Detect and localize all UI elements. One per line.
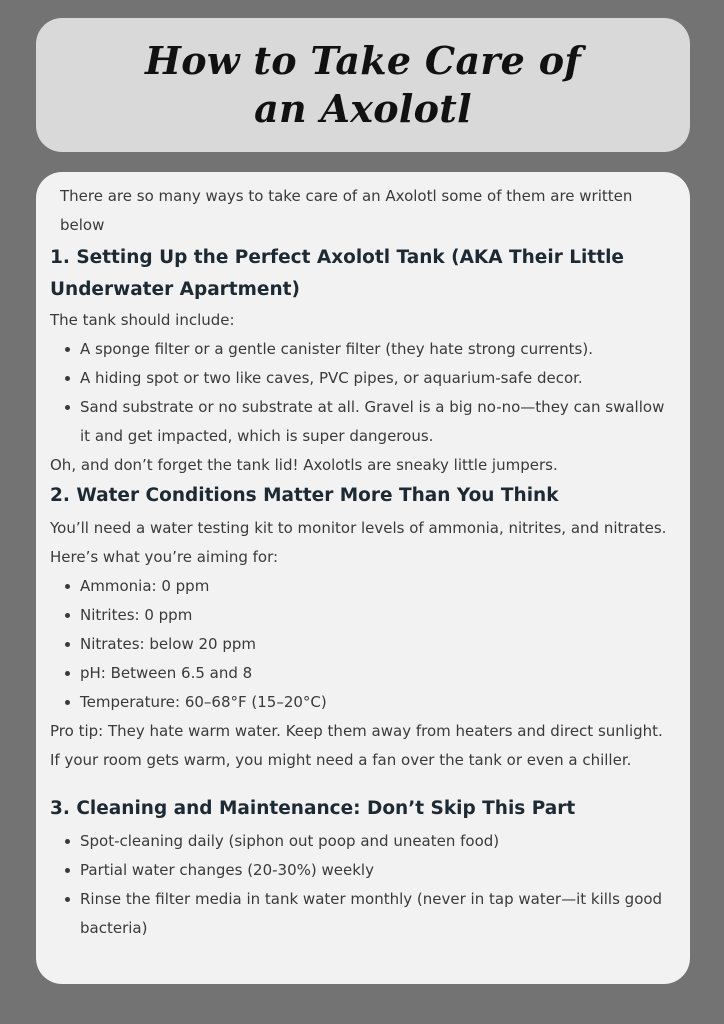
content-card bbox=[36, 172, 690, 984]
section-1-lead: The tank should include: bbox=[50, 311, 235, 329]
section-2-lead: You’ll need a water testing kit to monitor levels of ammonia, nitrites, and nitrates. Here’s what you’re aiming for: bbox=[50, 519, 667, 566]
intro-text: There are so many ways to take care of an Axolotl some of them are written below bbox=[60, 187, 633, 234]
title-card bbox=[36, 18, 690, 152]
section-2-heading: 2. Water Conditions Matter More Than You Think bbox=[50, 485, 559, 506]
list-item: Partial water changes (20-30%) weekly bbox=[80, 856, 670, 885]
section-2-note: Pro tip: They hate warm water. Keep them away from heaters and direct sunlight. If your room gets warm, you might need a fan over the tank or even a chiller. bbox=[50, 722, 663, 769]
list-item: Temperature: 60–68°F (15–20°C) bbox=[80, 688, 670, 717]
list-item: Nitrates: below 20 ppm bbox=[80, 630, 670, 659]
list-item: A hiding spot or two like caves, PVC pipes, or aquarium-safe decor. bbox=[80, 364, 670, 393]
section-1-note: Oh, and don’t forget the tank lid! Axolotls are sneaky little jumpers. bbox=[50, 456, 558, 474]
page-title-line-2: an Axolotl bbox=[254, 86, 472, 131]
list-item: Rinse the filter media in tank water monthly (never in tap water—it kills good bacteria) bbox=[80, 885, 670, 943]
list-item: A sponge filter or a gentle canister filter (they hate strong currents). bbox=[80, 335, 670, 364]
list-item: Nitrites: 0 ppm bbox=[80, 601, 670, 630]
section-2-list bbox=[50, 572, 670, 717]
section-1-heading: 1. Setting Up the Perfect Axolotl Tank (AKA Their Little Underwater Apartment) bbox=[50, 247, 624, 300]
list-item: Spot-cleaning daily (siphon out poop and uneaten food) bbox=[80, 827, 670, 856]
section-1-list bbox=[50, 335, 670, 451]
section-3-list bbox=[50, 827, 670, 943]
section-3-heading: 3. Cleaning and Maintenance: Don’t Skip This Part bbox=[50, 798, 576, 819]
page-title bbox=[145, 37, 581, 133]
list-item: Ammonia: 0 ppm bbox=[80, 572, 670, 601]
list-item: pH: Between 6.5 and 8 bbox=[80, 659, 670, 688]
page-title-line-1: How to Take Care of bbox=[144, 38, 581, 83]
list-item: Sand substrate or no substrate at all. Gravel is a big no-no—they can swallow it and get impacted, which is super dangerous. bbox=[80, 393, 670, 451]
